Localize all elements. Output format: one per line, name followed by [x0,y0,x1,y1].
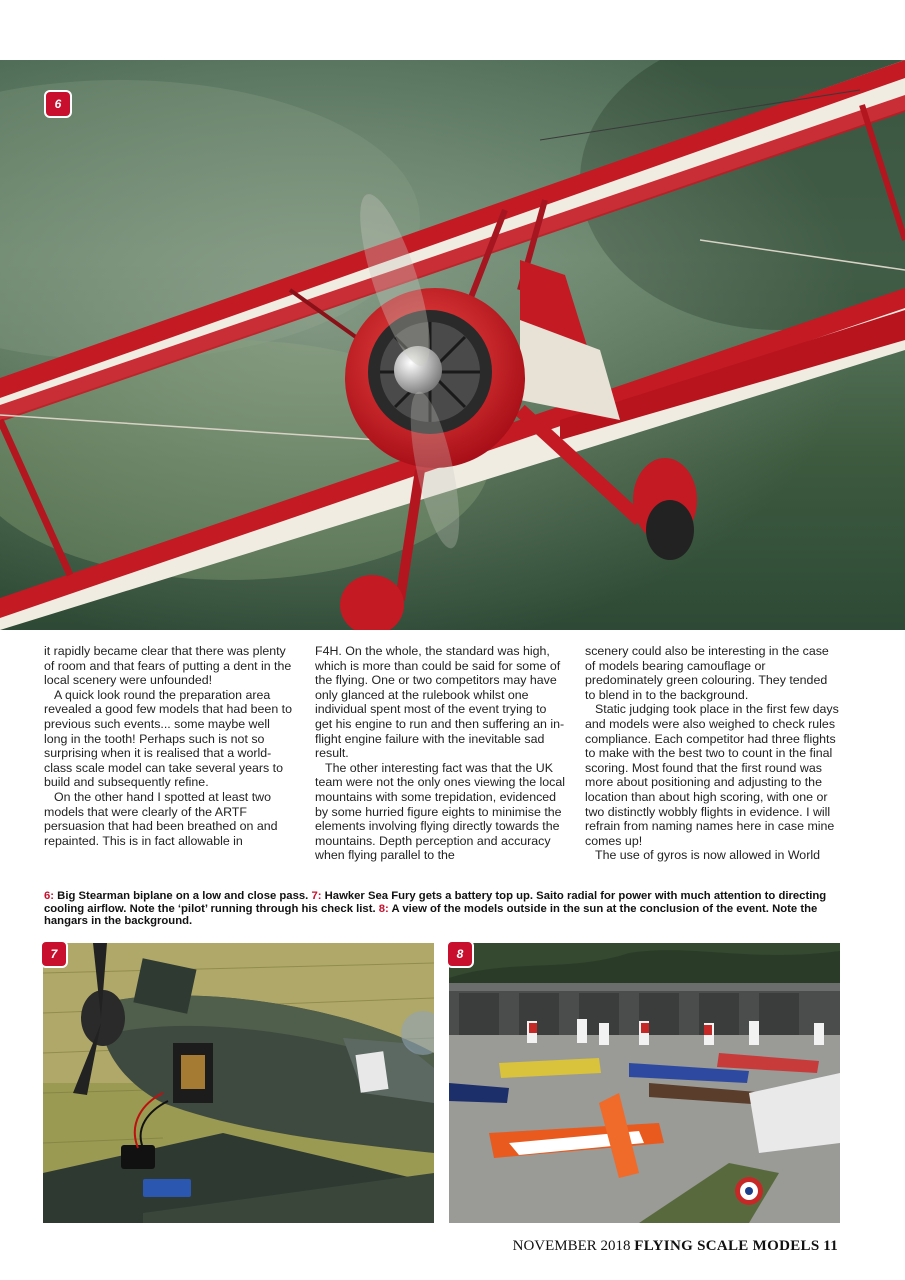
text-column-2 [315,644,567,863]
photo-number-badge-8: 8 [446,940,474,968]
paragraph: A quick look round the preparation area revealed a good few models that had been to previous such events... some maybe well long in the tooth! Perhaps such is not so surprising when it is realised that a world-class scale model can take several years to build and subsequently refine. [44,687,292,790]
stearman-illustration [0,60,905,630]
caption-text-8: A view of the models outside in the sun at the conclusion of the event. Note the hangars in the background. [44,902,818,928]
caption-text-6: Big Stearman biplane on a low and close pass. [54,890,312,902]
apron-illustration [449,943,840,1223]
text-column-1 [44,644,296,848]
caption-number-7: 7: [311,890,322,902]
photo-number-badge-7: 7 [40,940,68,968]
caption-number-6: 6: [44,890,55,902]
photo-number-badge-6: 6 [44,90,72,118]
photo-stearman-biplane [0,60,905,630]
paragraph: it rapidly became clear that there was plenty of room and that fears of putting a dent in the local scenery were unfounded! [44,644,292,688]
photo-models-on-apron [449,943,840,1223]
photo-sea-fury [43,943,434,1223]
text-column-3 [585,644,840,863]
photo-caption [44,890,844,928]
issue-date: NOVEMBER 2018 [512,1238,631,1254]
caption-number-8: 8: [378,902,389,915]
page-number: 11 [823,1238,838,1254]
sea-fury-illustration [43,943,434,1223]
caption-text-7: Hawker Sea Fury gets a battery top up. Saito radial for power with much attention to directing cooling airflow. Note the ‘pilot’ running through his check list. [44,890,827,915]
magazine-title: FLYING SCALE MODELS [634,1238,820,1254]
paragraph: scenery could also be interesting in the case of models bearing camouflage or predominately green colouring. They tended to blend in to the background. [585,644,829,702]
paragraph: On the other hand I spotted at least two models that were clearly of the ARTF persuasion that had been breathed on and repainted. This is in fact allowable in [44,789,278,848]
page-footer [513,1238,838,1255]
paragraph: F4H. On the whole, the standard was high, which is more than could be said for some of the flying. One or two competitors may have only glanced at the rulebook whilst one individual spent most of the event trying to get his engine to run and then suffering an in-flight engine failure with the inevitable sad result. [315,644,565,761]
paragraph: The other interesting fact was that the UK team were not the only ones viewing the local mountains with some trepidation, evidenced by some hurried figure eights to minimise the elements involving flying directly towards the mountains. Depth perception and accuracy when flying parallel to the [315,760,566,863]
paragraph: The use of gyros is now allowed in World [595,848,820,863]
paragraph: Static judging took place in the first few days and models were also weighed to check rules compliance. Each competitor had three flights to make with the best two to count in the final scoring. Most found that the first round was more about positioning and adjusting to the location than about high scoring, with one or two distinctly wobbly flights in evidence. I will refrain from naming names here in case mine comes up! [585,702,839,848]
